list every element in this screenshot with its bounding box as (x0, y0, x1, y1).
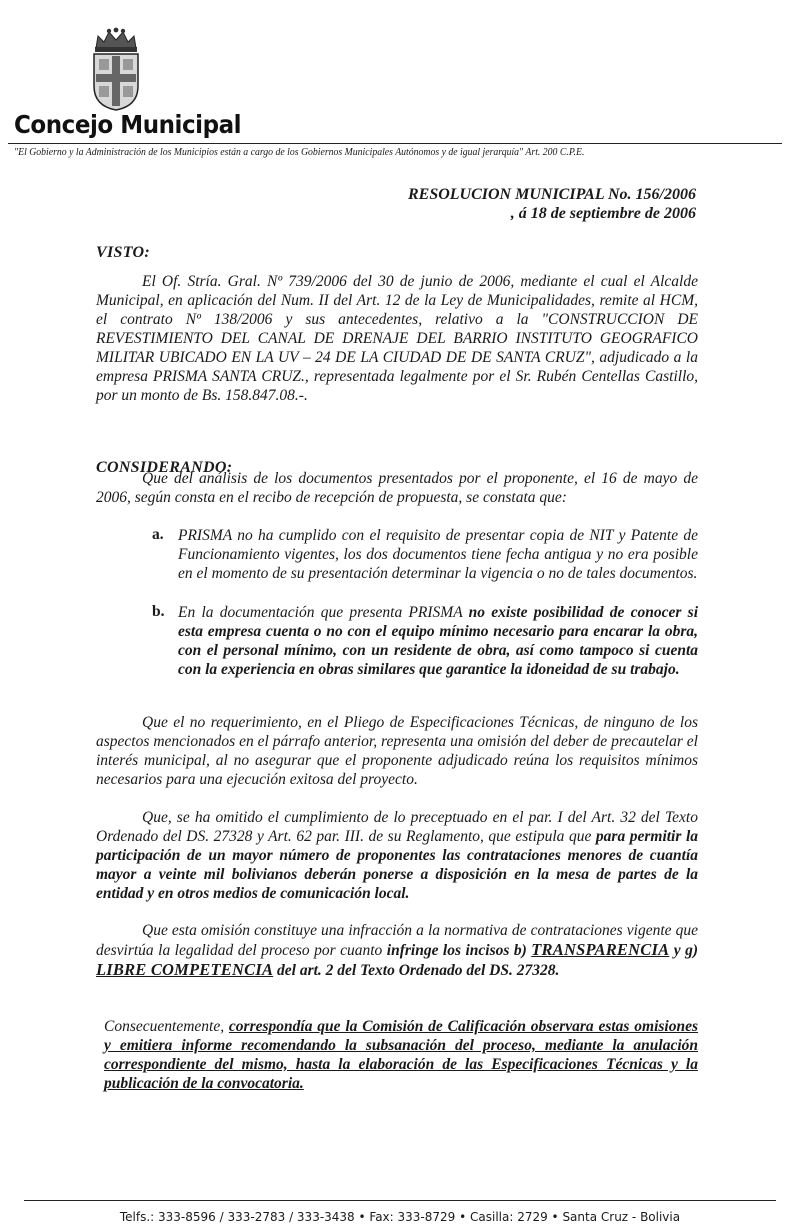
header-motto: "El Gobierno y la Administración de los Municipios están a cargo de los Gobiernos Municipales Autónomos y de igual jerarquía" Art. 200 C.P.E. (14, 147, 585, 158)
considerando-paragraph-2: Que el no requerimiento, en el Pliego de Especificaciones Técnicas, de ninguno de los aspectos mencionados en el párrafo anterior, representa una omisión del deber de precautelar el interés municipal, al no asegurar que el proponente adjudicado reúna los requisitos mínimos necesarios para una ejecución exitosa del proyecto. (96, 714, 698, 788)
footer-contact-info: Telfs.: 333-8596 / 333-2783 / 333-3438 • Fax: 333-8729 • Casilla: 2729 • Santa Cruz - Bolivia (119, 1210, 681, 1224)
considerando-intro-paragraph: Que del análisis de los documentos presentados por el proponente, el 16 de mayo de 2006, según consta en el recibo de recepción de propuesta, se constata que: (96, 470, 698, 506)
paragraph-3-bold: para permitir la participación de un mayor número de proponentes las contrataciones menores de cuantía mayor a veinte mil bolivianos deberán ponerse a disposición en la mesa de partes de la entidad y en otros medios de comunicación local. (96, 828, 698, 902)
paragraph-4-reference: del art. 2 del Texto Ordenado del DS. 27328. (277, 962, 560, 979)
list-item-marker-a: a. (152, 526, 164, 543)
crown-icon (95, 28, 137, 52)
shield-icon (94, 54, 138, 110)
list-item-marker-b: b. (152, 603, 165, 620)
paragraph-4-incisos: infringe los incisos b) (386, 942, 527, 959)
paragraph-4-conjunction: y g) (673, 942, 699, 959)
header-divider (8, 143, 782, 144)
considerando-paragraph-3 (96, 808, 698, 903)
resolution-date: , á 18 de septiembre de 2006 (510, 205, 696, 222)
conclusion-paragraph (104, 1017, 698, 1093)
list-item-b-bold: no existe posibilidad de conocer si esta empresa cuenta o no con el equipo mínimo necesario para encarar la obra, con el personal mínimo, con un residente de obra, así como tampoco si cuenta con la experiencia en obras similares que garantice la idoneidad de su trabajo. (178, 604, 699, 678)
organization-name: Concejo Municipal (14, 110, 242, 139)
visto-heading: VISTO: (96, 244, 150, 261)
list-item-a-text: PRISMA no ha cumplido con el requisito de presentar copia de NIT y Patente de Funcionamiento vigentes, los dos documentos tiene fecha antigua y no era posible en el momento de su presentación determinar la vigencia o no de tales documentos. (178, 527, 698, 582)
list-item-b-text (178, 603, 698, 679)
municipal-crest-logo (88, 26, 144, 112)
paragraph-4-plain: Que esta omisión constituye una infracción a la normativa de contrataciones vigente que desvirtúa la legalidad del proceso por cuanto (96, 922, 698, 959)
considerando-heading: CONSIDERANDO: (96, 459, 233, 476)
conclusion-lead: Consecuentemente, (104, 1018, 225, 1035)
footer-divider (24, 1200, 776, 1201)
conclusion-bold: correspondía que la Comisión de Calificación observara estas omisiones y emitiera informe recomendando la subsanación del proceso, mediante la anulación correspondiente del mismo, hasta la elaboración de las Especificaciones Técnicas y la publicación de la convocatoria. (104, 1018, 699, 1092)
resolution-title: RESOLUCION MUNICIPAL No. 156/2006 (407, 186, 696, 203)
list-item-b-plain: En la documentación que presenta PRISMA (178, 604, 463, 621)
visto-paragraph: El Of. Stría. Gral. Nº 739/2006 del 30 de junio de 2006, mediante el cual el Alcalde Municipal, en aplicación del Num. II del Art. 12 de la Ley de Municipalidades, remite al HCM, el contrato Nº 138/2006 y sus antecedentes, relativo a la "CONSTRUCCION DE REVESTIMIENTO DEL CANAL DE DRENAJE DEL BARRIO INSTITUTO GEOGRAFICO MILITAR UBICADO EN LA UV – 24 DE LA CIUDAD DE DE SANTA CRUZ", adjudicado a la empresa PRISMA SANTA CRUZ., representada legalmente por el Sr. Rubén Centellas Castillo, por un monto de Bs. 158.847.08.-. (96, 273, 698, 404)
considerando-paragraph-4 (96, 921, 698, 980)
paragraph-3-plain: Que, se ha omitido el cumplimiento de lo preceptuado en el par. I del Art. 32 del Texto Ordenado del DS. 27328 y Art. 62 par. III. de su Reglamento, que estipula que (96, 809, 698, 845)
transparencia-term: TRANSPARENCIA (531, 940, 670, 959)
libre-competencia-term: LIBRE COMPETENCIA (96, 960, 274, 979)
